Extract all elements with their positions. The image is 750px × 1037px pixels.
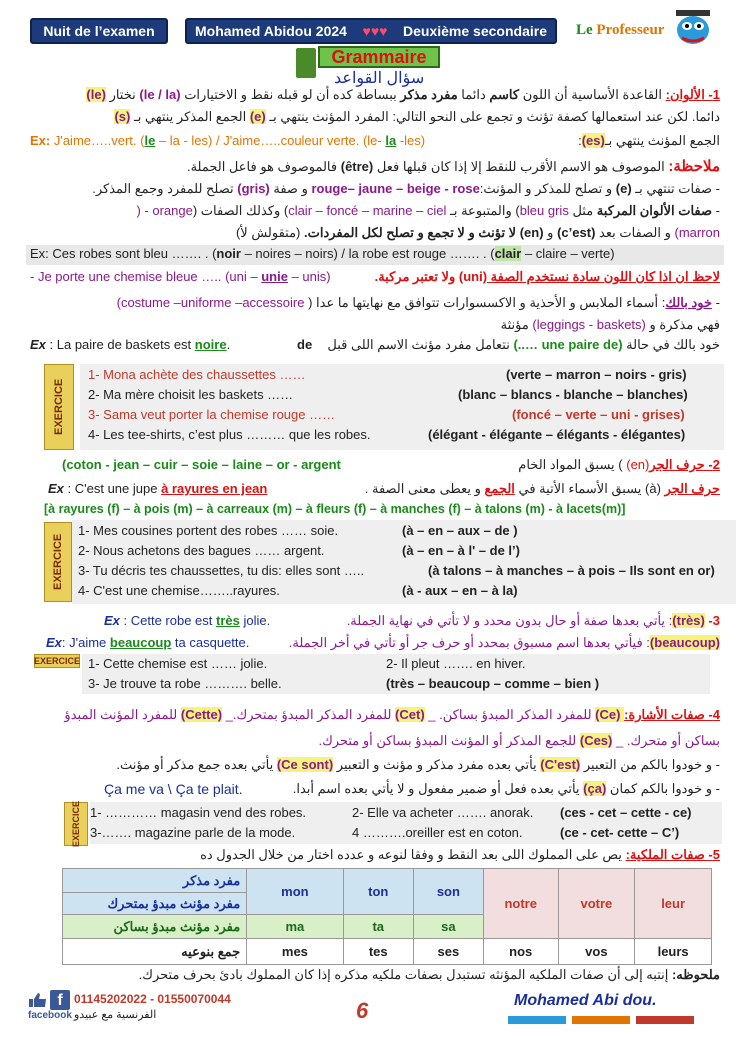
ex1-q3: 3- Sama veut porter la chemise rouge …… <box>88 407 336 422</box>
s2-l2-c: à rayures en jean <box>161 481 268 496</box>
s3-line1-ar <box>347 612 720 630</box>
s1-l1-c: كاسم <box>489 87 520 102</box>
brand-prof: Professeur <box>596 22 665 38</box>
s2-ex-label: Ex <box>48 481 64 496</box>
thumbs-up-icon <box>28 992 48 1008</box>
note-l8-h: نتعامل مفرد مؤنث الاسم اللى قبل <box>327 337 514 352</box>
s4-line2 <box>318 732 720 750</box>
note-l8-f: خود بالك في حالة <box>622 337 720 352</box>
note-ex-b: noir <box>216 246 241 261</box>
note-l4-a: marron) <box>674 225 720 240</box>
s4-l2-c: للجمع المذكر أو المؤنث المبدؤ بساكن أو متحرك. <box>318 733 580 748</box>
note-l5-b: unie <box>261 269 288 284</box>
ex3-opts: (très – beaucoup – comme – bien ) <box>386 676 600 691</box>
row-label-fem-vowel: مفرد مؤنث مبدؤ بمتحرك <box>63 893 247 915</box>
s1-l3-e: la <box>385 133 397 148</box>
s5-note-b: إنتبه إلى أن صفات الملكيه المؤنثه تستبدل بصفات ملكيه مذكره إذا كان المملوك بادئ بحرف متحرك. <box>138 967 672 982</box>
cell-nos: nos <box>483 939 558 965</box>
note-l7-a: فهي مذكرة و <box>645 317 720 332</box>
note-l6-a: - <box>712 295 720 310</box>
cell-mes: mes <box>247 939 343 965</box>
s4-l4-c: (ça) <box>583 781 607 796</box>
ex4-o1: (ces - cet – cette - ce) <box>560 805 692 820</box>
ex1-o2: (blanc – blancs - blanche – blanches) <box>458 387 688 402</box>
author-label: Mohamed Abidou 2024 <box>195 23 347 39</box>
s1-l1-d: دائما <box>457 87 490 102</box>
s4-l3-d: (Ce sont) <box>276 757 334 772</box>
s2-line2-ar <box>365 480 720 498</box>
ex2-o1: (à – en – aux – de ) <box>402 523 518 538</box>
s4-l1-f: (Cette) <box>180 707 223 722</box>
s1-l2-a: دائما. لكن عند استعمالها كصفة تؤنث و تجمع على النحو التالي: المفرد المؤنث ينتهي بـ <box>265 109 720 124</box>
s4-heading: 4- صفات الأشارة: <box>624 707 720 722</box>
s4-l3-b: (C'est) <box>540 757 581 772</box>
note-line5-fr <box>30 268 331 286</box>
s3-l2-b: : J'aime <box>61 635 110 650</box>
ex2-q2: 2- Nous achetons des bagues …… argent. <box>78 543 325 558</box>
note-line8-fr <box>30 336 230 354</box>
facebook-label: facebook <box>28 1010 72 1021</box>
row-label-plural: جمع بنوعيه <box>63 939 247 965</box>
note-l5-d: لاحظ ان اذا كان اللون سادة نستخدم الصفة <box>487 269 720 284</box>
ex4-o2: (ce - cet- cette – C’) <box>560 825 680 840</box>
s5-heading: 5- صفات الملكية: <box>625 847 720 862</box>
s3-l1-g: : يأتي بعدها صفة أو حال بدون محدد و لا تأتي في نهاية الجملة. <box>346 613 673 628</box>
cell-leur: leur <box>635 869 712 939</box>
note-line6 <box>117 294 720 312</box>
ex2-o2: (à – en – à l' – de l’) <box>402 543 520 558</box>
note-l2-e: و صفة <box>269 181 312 196</box>
note-l4-b: و الصفات بعد <box>595 225 675 240</box>
s4-line3 <box>116 756 720 774</box>
s1-l2-b: (e) <box>249 109 266 124</box>
note-l3-d: bleu gris <box>519 203 569 218</box>
title-fr <box>318 46 440 68</box>
s3-l2-d: ta casquette. <box>171 635 250 650</box>
footer-bar-red <box>636 1016 694 1024</box>
s2-list: [à rayures (f) – à pois (m) – à carreaux (m) – à fleurs (f) – à manches (f) – à talons (m) - à lacets(m)] <box>44 502 626 516</box>
s4-l2-b: (Ces) <box>579 733 613 748</box>
exercise-4 <box>90 802 722 844</box>
note-l3-e: ) والمتبوعة بـ <box>446 203 520 218</box>
s3-line2-fr <box>46 634 249 652</box>
s3-l1-f: (très) <box>672 613 705 628</box>
s4-line1 <box>64 706 720 724</box>
note-l4-e: (en) <box>519 225 544 240</box>
cell-ma: ma <box>247 915 343 939</box>
cell-votre: votre <box>558 869 635 939</box>
s3-ex-label-1: Ex <box>104 613 120 628</box>
s1-l3-d: – la - les) / J'aime…..couleur verte. (le- <box>155 133 386 148</box>
s2-l2-b: : C'est une jupe <box>63 481 162 496</box>
note-line8-ar <box>327 336 720 354</box>
note-example <box>26 245 724 265</box>
s2-l2-f: الجمع <box>484 481 515 496</box>
note-ex-c: – noires – noirs) / la robe est rouge ……. . ( <box>240 246 495 261</box>
level-label: Deuxième secondaire <box>403 23 547 39</box>
ex2-label: EXERCICE <box>52 533 64 591</box>
s1-l3-c: le <box>144 133 156 148</box>
s2-line2-fr <box>48 480 267 498</box>
ex2-q4: 4- C'est une chemise……..rayures. <box>78 583 280 598</box>
ex1-o3: (foncé – verte – uni - grises) <box>512 407 685 422</box>
s3-l1-c: très <box>216 613 240 628</box>
note-line7 <box>501 316 720 334</box>
ex1-q2: 2- Ma mère choisit les baskets …… <box>88 387 294 402</box>
s2-l2-e: (à) يسبق الأسماء الأتية في <box>514 481 665 496</box>
note-l8-d: . <box>226 337 231 352</box>
ex4-q2: 2- Elle va acheter ……. anorak. <box>352 805 534 820</box>
s4-l3-a: - و خودوا بالكم من التعبير <box>580 757 720 772</box>
s4-l3-c: يأتي بعده مفرد مذكر و مؤنث و التعبير <box>333 757 541 772</box>
s4-l1-c: للمفرد المذكر المبدؤ بساكن. _ <box>424 707 596 722</box>
exercise-badge-3 <box>34 654 80 668</box>
s2-l2-d: حرف الجر <box>664 481 720 496</box>
s1-line1 <box>86 86 720 104</box>
s5-note <box>139 966 720 984</box>
cell-tes: tes <box>343 939 413 965</box>
s1-l1-i: (le) <box>86 87 106 102</box>
ex1-o4: (élégant - élégante – élégants - élégantes) <box>428 427 686 442</box>
s4-line4-ar <box>293 780 720 798</box>
hearts-icon: ♥♥♥ <box>362 23 388 39</box>
cell-sa: sa <box>413 915 483 939</box>
s4-l1-d: (Cet) <box>395 707 425 722</box>
s5-note-a: ملحوظه: <box>671 967 720 982</box>
s4-l4-d: يأتي بعده فعل أو ضمير مفعول و لا يأتي بعده اسم أبدا. <box>292 781 584 796</box>
cell-ses: ses <box>413 939 483 965</box>
title-fr-text: Grammaire <box>331 46 427 67</box>
ex4-q1: 1- ………… magasin vend des robes. <box>90 805 307 820</box>
s1-l1-e: مفرد مذكر <box>400 87 458 102</box>
note-line2 <box>92 180 720 198</box>
phone-numbers: 01145202022 - 01550070044 <box>74 992 231 1006</box>
s2-l1-c: (en) <box>626 457 650 472</box>
book-icon <box>296 48 316 78</box>
note-l7-b: (leggings - baskets) <box>532 317 646 332</box>
note-l7-c: مؤنثة <box>500 317 533 332</box>
note-l3-h: - <box>712 203 720 218</box>
exercise-badge-4 <box>64 802 88 846</box>
s3-l1-d: jolie. <box>239 613 271 628</box>
s4-l1-g: للمفرد المؤنث المبدؤ <box>64 707 181 722</box>
ex1-label: EXERCICE <box>53 378 65 436</box>
row-label-fem-cons: مفرد مؤنث مبدؤ بساكن <box>63 915 247 939</box>
professor-mascot-icon <box>668 8 718 48</box>
s1-l1-b: القاعدة الأساسية أن اللون <box>519 87 666 102</box>
s1-l3-g: (es) <box>581 133 605 148</box>
note-l8-e: de <box>297 337 313 352</box>
s1-l2-c: الجمع المذكر ينتهي بـ <box>130 109 250 124</box>
note-l3-c: ) وكذلك الصفات ( <box>192 203 289 218</box>
cell-notre: notre <box>483 869 558 939</box>
row-label-masc: مفرد مذكر <box>63 869 247 893</box>
s1-l3-h: : <box>578 133 582 148</box>
note-l2-c: و تصلح للمذكر و المؤنث: <box>479 181 616 196</box>
cell-mon: mon <box>247 869 343 915</box>
s2-l2-g: و يعطى معنى الصفة . <box>364 481 485 496</box>
note-l2-b: (e) <box>615 181 632 196</box>
note-l4-d: و <box>543 225 558 240</box>
exercise-1 <box>80 364 724 450</box>
s4-l1-e: للمفرد المذكر المبدؤ بمتحرك._ <box>222 707 396 722</box>
header-left-text: Nuit de l’examen <box>43 23 155 39</box>
note-l3-a: orange - ( <box>136 203 193 218</box>
note-l5-c: – unis) <box>287 269 331 284</box>
s2-line1-fr: (coton - jean – cuir – soie – laine – or - argent <box>62 457 341 472</box>
page-number: 6 <box>356 998 369 1023</box>
s1-l1-g: (le / la) <box>139 87 181 102</box>
s1-line3-fr <box>30 132 425 150</box>
facebook-icon: f <box>50 990 70 1010</box>
ex1-q1: 1- Mona achète des chaussettes …… <box>88 367 306 382</box>
ex2-o3: (à talons – à manches – à pois – Ils sont en or) <box>428 563 715 578</box>
note-l5-a: - Je porte une chemise bleue ….. (uni – <box>30 269 262 284</box>
note-l1-b: الموصوف هو الاسم الأقرب للنقط إلا إذا كان قبلها فعل <box>373 159 669 174</box>
cell-ton: ton <box>343 869 413 915</box>
note-l1-c: (être) <box>340 159 374 174</box>
possessive-table <box>62 868 712 965</box>
header-left <box>30 18 168 44</box>
s1-l1-f: ببساطة كده أن لو قبله نقط و الاختيارات <box>180 87 401 102</box>
ex1-o1: (verte – marron – noirs - gris) <box>506 367 687 382</box>
note-ex-a: Ex: Ces robes sont bleu ……. . ( <box>30 246 217 261</box>
ex3-q3: 3- Je trouve ta robe ………. belle. <box>88 676 282 691</box>
s3-ex-label-2: Ex <box>46 635 62 650</box>
note-l2-d: rouge– jaune – beige - rose <box>311 181 480 196</box>
s3-l2-c: beaucoup <box>109 635 172 650</box>
s3-l2-e: (beaucoup) <box>649 635 720 650</box>
exercise-badge-2 <box>44 522 72 602</box>
note-l4-f: لا تؤنث و لا تجمع و تصلح لكل المفردات. <box>303 225 520 240</box>
footer-ar: الفرنسية مع عبيدو <box>74 1009 157 1021</box>
note-ex-e: – claire – verte) <box>521 246 615 261</box>
s5-title-b: يص على المملوك اللى بعد النقط و وفقا لنوعه و عدده اختار من خلال الجدول ده <box>200 847 626 862</box>
cell-ta: ta <box>343 915 413 939</box>
footer-name: Mohamed Abi dou. <box>514 992 657 1009</box>
s1-line2 <box>114 108 720 126</box>
note-l8-a: Ex <box>30 337 46 352</box>
note-l2-g: تصلح للمفرد وجمع المذكر. <box>92 181 238 196</box>
exercise-badge-1 <box>44 364 74 450</box>
note-line4 <box>236 224 720 242</box>
s5-title <box>200 846 720 864</box>
s1-ex-label: Ex: <box>30 133 51 148</box>
note-l6-b: خود بالك <box>665 295 713 310</box>
note-l8-c: noire <box>194 337 227 352</box>
s4-l4-b: - و خودوا بالكم كمان <box>606 781 720 796</box>
note-l4-g: (متقولش لأ) <box>235 225 304 240</box>
ex2-q3: 3- Tu décris tes chaussettes, tu dis: elles sont ….. <box>78 563 365 578</box>
ex1-q4: 4- Les tee-shirts, c’est plus ……… que les robes. <box>88 427 371 442</box>
s1-l3-b: J'aime…..vert. ( <box>50 133 145 148</box>
footer-bar-blue <box>508 1016 566 1024</box>
note-l6-c: : أسماء الملابس و الأحذية و الاكسسوارات تتوافق مع نهايتها ما عدا ( <box>308 295 666 310</box>
s3-l1-b: : Cette robe est <box>119 613 217 628</box>
note-l3-b: clair – foncé – marine – ciel <box>288 203 447 218</box>
cell-leurs: leurs <box>635 939 712 965</box>
ex3-label: EXERCICE <box>34 656 81 666</box>
s1-heading: 1- الألوان: <box>665 87 720 102</box>
s2-l1-b: ) يسبق المواد الخام <box>518 457 627 472</box>
ex4-q3: 3-……. magazine parle de la mode. <box>90 825 296 840</box>
title-ar: سؤال القواعد <box>334 70 425 87</box>
s3-l2-f: : فيأتي بعدها اسم مسبوق بمحدد أو حرف جر أو تأتي في أخر الجملة. <box>288 635 650 650</box>
exercise-2 <box>72 520 736 604</box>
footer-bar-orange <box>572 1016 630 1024</box>
ex3-q2: 2- Il pleut ……. en hiver. <box>386 656 526 671</box>
s1-line3-ar <box>578 132 720 150</box>
note-heading: ملاحظة: <box>668 158 720 175</box>
ex4-label: EXERCICE <box>71 800 81 847</box>
note-line5-ar <box>375 268 720 286</box>
brand-logo <box>576 22 664 39</box>
s2-heading: 2- حرف الجر <box>649 457 720 472</box>
s3-line2-ar <box>289 634 720 652</box>
note-l4-c: (c’est) <box>557 225 596 240</box>
note-l5-f: ولا تعتبر مركبة. <box>374 269 459 284</box>
ex2-o4: (à - aux – en – à la) <box>402 583 518 598</box>
note-line3 <box>136 202 720 220</box>
note-l1-d: فالموصوف هو فاعل الجملة. <box>186 159 341 174</box>
note-l2-f: (gris) <box>237 181 270 196</box>
s4-l1-b: (Ce) <box>595 707 625 722</box>
note-l5-e: (uni) <box>458 269 488 284</box>
note-l8-g: (une paire de …..) <box>513 337 623 352</box>
brand-le: Le <box>576 22 597 38</box>
note-line1 <box>187 158 720 176</box>
s1-l3-i: الجمع المؤنث ينتهي بـ <box>604 133 720 148</box>
note-l6-d: costume –uniforme –accessoire) <box>116 295 309 310</box>
cell-vos: vos <box>558 939 635 965</box>
s1-l3-f: -les) <box>396 133 426 148</box>
s4-l3-e: يأتي بعده جمع مذكر أو مؤنث. <box>116 757 277 772</box>
note-l8-b: : La paire de baskets est <box>45 337 195 352</box>
note-l3-f: صفات الألوان المركبة <box>596 203 713 218</box>
ex3-q1: 1- Cette chemise est …… jolie. <box>88 656 268 671</box>
ex4-q4: 4 ……….oreiller est en coton. <box>352 825 523 840</box>
note-l3-g: مثل <box>568 203 597 218</box>
s3-heading: 3- <box>704 613 720 628</box>
exercise-3 <box>82 654 710 694</box>
s4-l2-a: بساكن أو متحرك. _ <box>612 733 720 748</box>
note-ex-d: clair <box>494 246 522 261</box>
header-center <box>185 18 557 44</box>
cell-son: son <box>413 869 483 915</box>
s3-line1-fr <box>104 612 270 630</box>
s2-line1-ar <box>518 456 720 474</box>
s1-l1-h: نختار <box>105 87 140 102</box>
ex2-q1: 1- Mes cousines portent des robes …… soie. <box>78 523 339 538</box>
s4-line4-fr: Ça me va \ Ça te plait. <box>104 781 243 797</box>
note-l2-a: - صفات تنتهي بـ <box>631 181 720 196</box>
s1-l2-d: (s) <box>114 109 131 124</box>
